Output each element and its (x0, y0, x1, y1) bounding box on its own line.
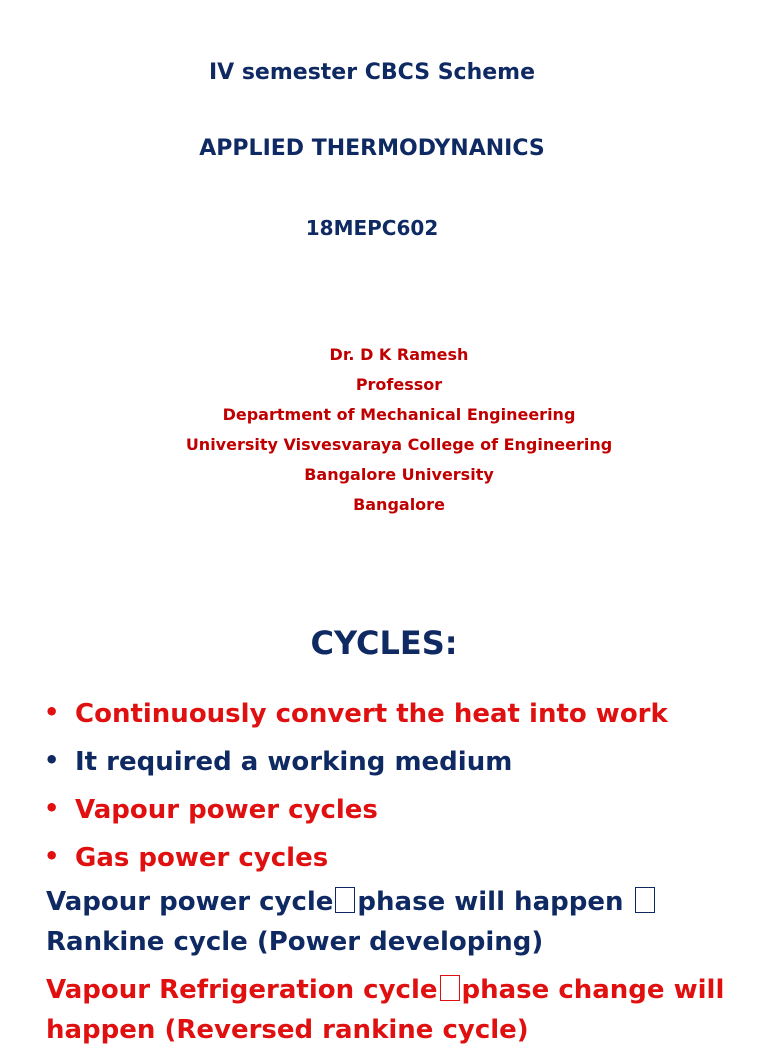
para1-part-a: Vapour power cycle (46, 887, 334, 917)
bullet-icon: • (44, 842, 60, 870)
list-item (44, 834, 754, 882)
bullet-icon: • (44, 698, 60, 726)
bullet-text: It required a working medium (75, 747, 513, 777)
list-item (44, 786, 754, 834)
author-title: Professor (355, 375, 443, 394)
para1-part-b: phase will happen (357, 887, 624, 917)
arrow-icon (440, 975, 460, 1001)
bullet-text: Continuously convert the heat into work (75, 699, 668, 729)
author-info (0, 340, 768, 520)
course-code: 18MEPC602 (305, 216, 439, 240)
author-department: Department of Mechanical Engineering (222, 405, 576, 424)
cycles-bullet-list (44, 690, 754, 882)
bullet-icon: • (44, 746, 60, 774)
para2-part-b: phase change will (461, 975, 725, 1005)
arrow-icon (335, 887, 355, 913)
bullet-text: Vapour power cycles (75, 795, 378, 825)
author-name: Dr. D K Ramesh (329, 345, 469, 364)
para2-part-a: Vapour Refrigeration cycle (46, 975, 438, 1005)
arrow-icon (635, 887, 655, 913)
author-university: Bangalore University (304, 465, 494, 484)
author-college: University Visvesvaraya College of Engineering (185, 435, 613, 454)
bullet-icon: • (44, 794, 60, 822)
semester-title: IV semester CBCS Scheme (208, 60, 536, 85)
vapour-refrigeration-cycle-text (46, 970, 746, 1050)
author-city: Bangalore (353, 495, 445, 514)
cycles-heading: CYCLES: (310, 624, 458, 662)
vapour-power-cycle-text (46, 882, 746, 962)
list-item (44, 738, 754, 786)
para1-part-c: Rankine cycle (Power developing) (46, 927, 544, 957)
bullet-text: Gas power cycles (75, 843, 329, 873)
subject-title: APPLIED THERMODYNANICS (199, 136, 545, 161)
list-item (44, 690, 754, 738)
para2-part-c: happen (Reversed rankine cycle) (46, 1015, 529, 1045)
